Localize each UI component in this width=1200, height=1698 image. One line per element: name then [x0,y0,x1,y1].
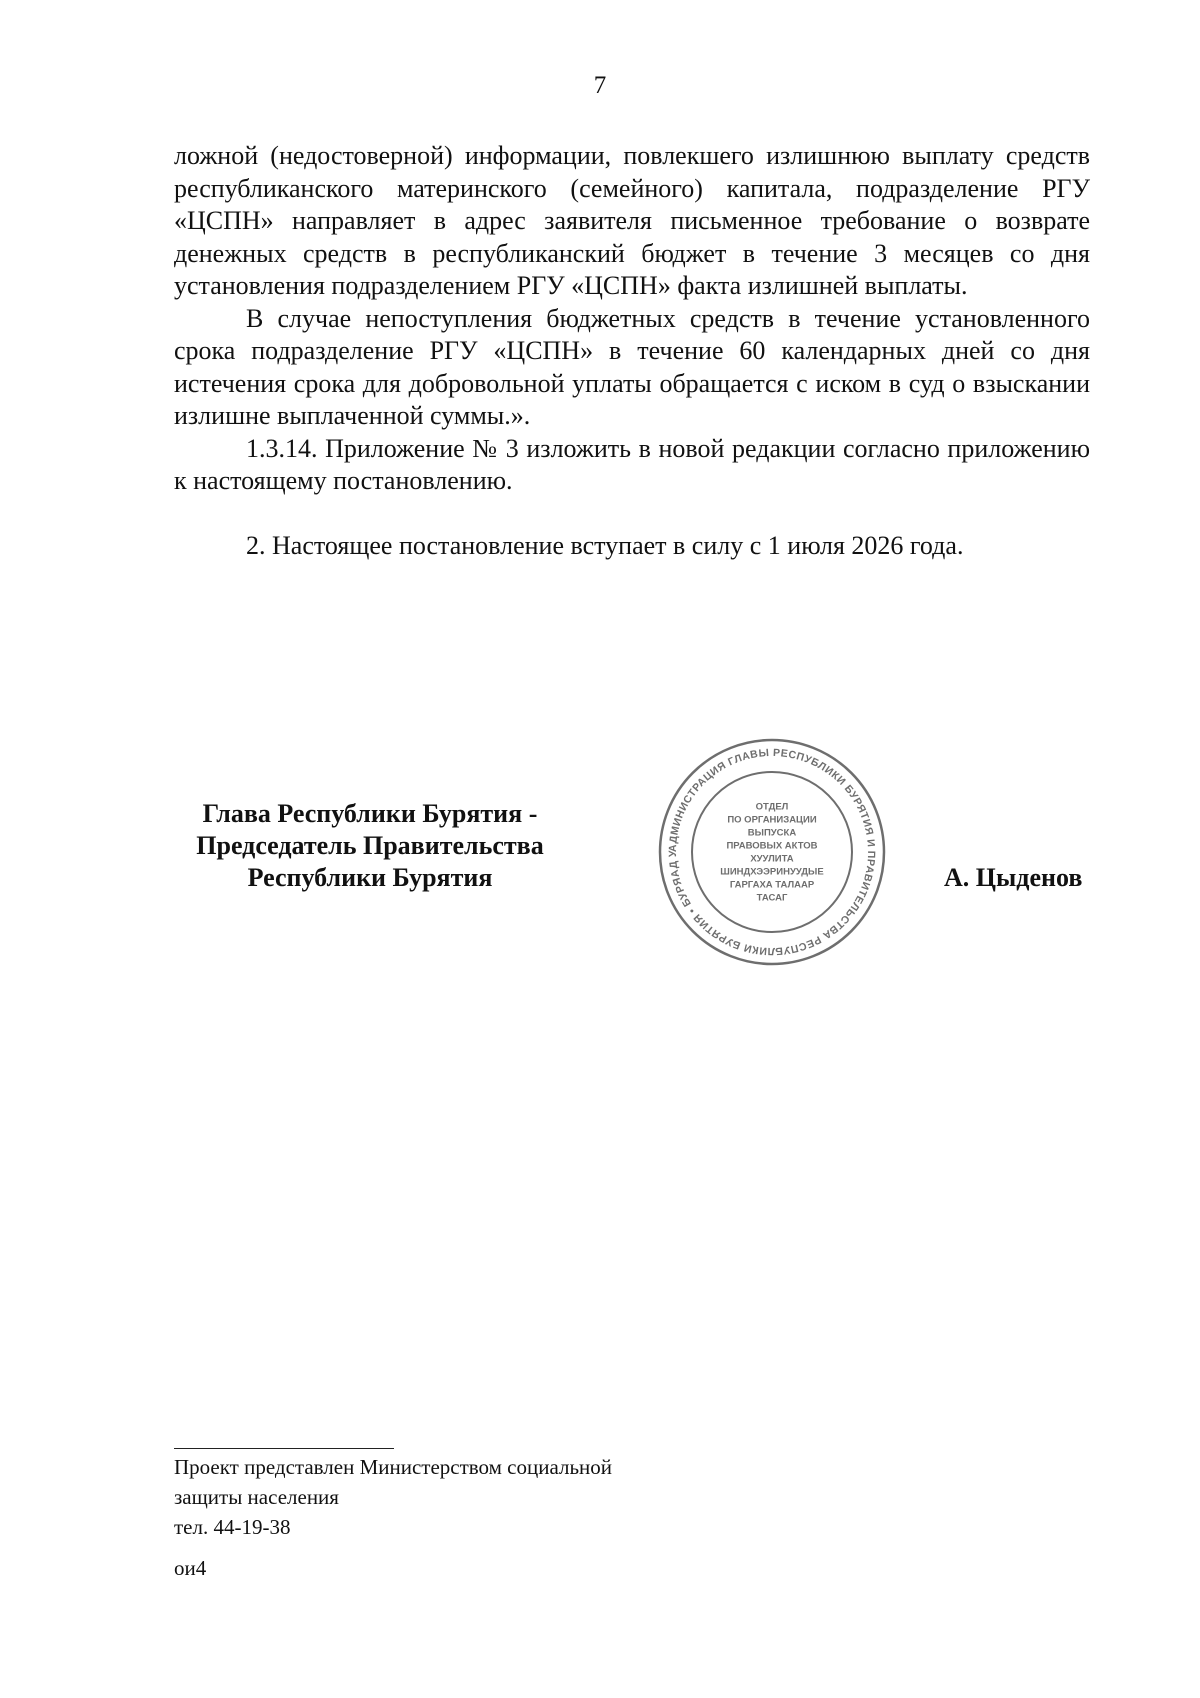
document-code: ои4 [174,1556,207,1580]
paragraph-court-claim: В случае непоступления бюджетных средств в течение установленного срока подразделение РГУ «ЦСПН» в течение 60 календарных дней со дня истечения срока для добровольной уплаты обращается с иском в суд о взыскании излишне выплаченной суммы.». [174,303,1090,430]
seal-text-line: ГАРГАХА ТАЛААР [729,879,815,891]
signatory-title-line: Председатель Правительства [196,831,544,860]
footnote [174,1452,612,1542]
signatory-title-line: Глава Республики Бурятия - [202,799,538,828]
seal-center-text [720,802,823,904]
footnote-line: Проект представлен Министерством социальной [174,1455,613,1479]
seal-text-line: ХУУЛИТА [750,853,794,865]
seal-text-line: ПО ОРГАНИЗАЦИИ [727,814,817,826]
seal-outer-ring [660,740,884,964]
footnote-divider [174,1448,394,1449]
signatory-name: А. Цыденов [944,863,1083,892]
page-number: 7 [593,72,607,99]
seal-ring-text: АДМИНИСТРАЦИЯ ГЛАВЫ РЕСПУБЛИКИ БУРЯТИЯ И ПРАВИТЕЛЬСТВА РЕСПУБЛИКИ БУРЯТИЯ • БУРЯАД У [666,746,878,958]
paragraph-effective-date: 2. Настоящее постановление вступает в силу с 1 июля 2026 года. [246,530,964,560]
seal-text-line: ШИНДХЭЭРИНУУДЫЕ [720,866,824,878]
signatory-title-line: Республики Бурятия [247,863,493,892]
seal-inner-ring [692,772,852,932]
seal-text-line: ПРАВОВЫХ АКТОВ [726,840,818,852]
seal-graphic [656,736,888,968]
footnote-phone: тел. 44-19-38 [174,1515,291,1539]
seal-text-line: ОТДЕЛ [755,801,789,813]
paragraph-appendix-3: 1.3.14. Приложение № 3 изложить в новой редакции согласно приложению к настоящему постановлению. [174,433,1090,495]
seal-text-line: ВЫПУСКА [747,827,797,839]
seal-text-line: ТАСАГ [756,892,788,904]
footnote-line: защиты населения [174,1485,339,1509]
paragraph-false-information: ложной (недостоверной) информации, повлекшего излишнюю выплату средств республиканского материнского (семейного) капитала, подразделение РГУ «ЦСПН» направляет в адрес заявителя письменное требование о возврате денежных средств в республиканский бюджет в течение 3 месяцев со дня установления подразделением РГУ «ЦСПН» факта излишней выплаты. [174,141,1090,300]
signatory-title [140,798,600,894]
official-seal-stamp [656,736,888,968]
document-body [174,140,1090,562]
